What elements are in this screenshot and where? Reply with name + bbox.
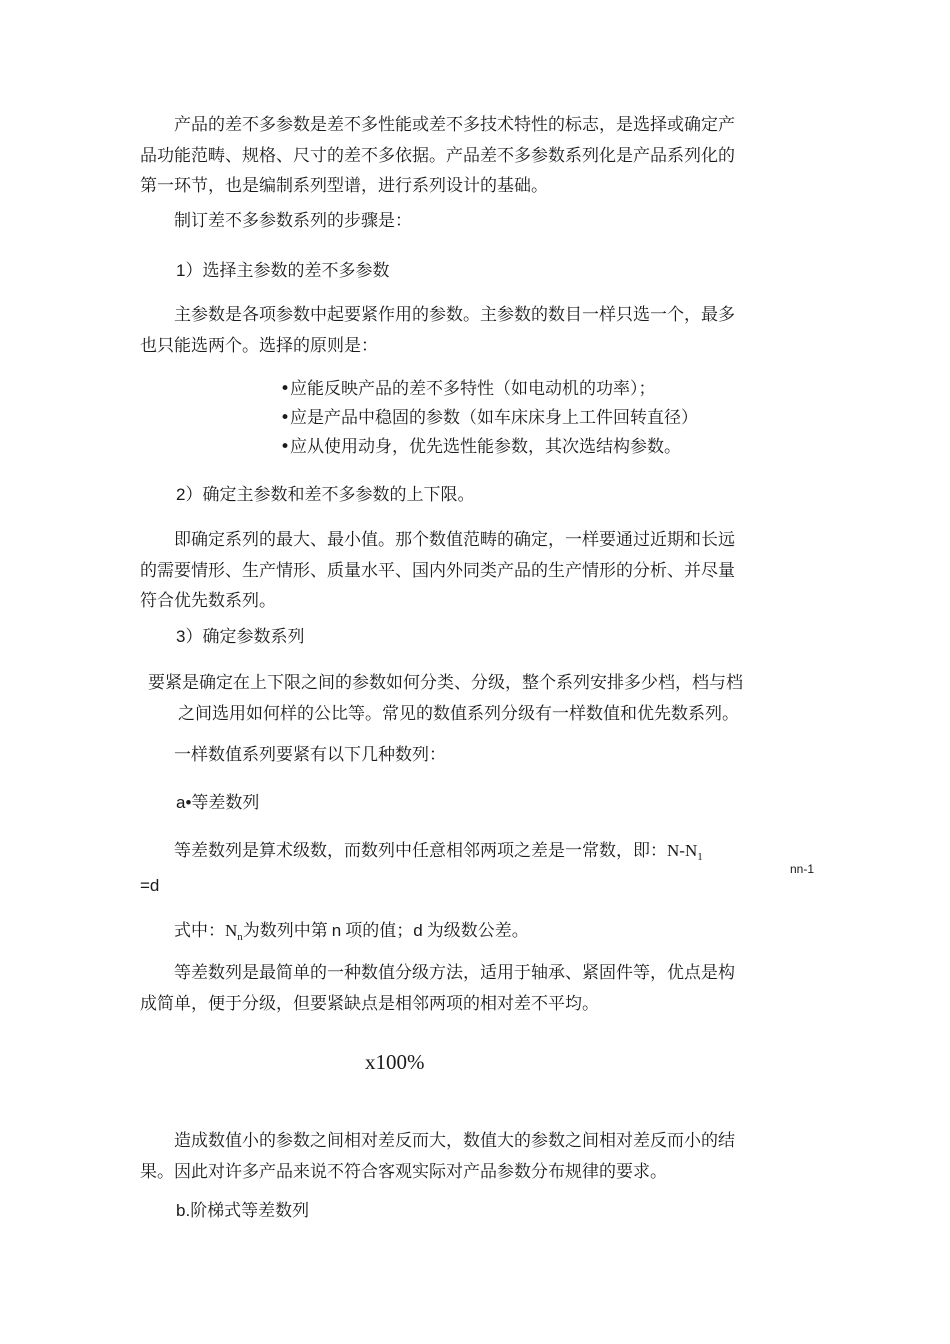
item-title: 等差数列 [191, 793, 260, 813]
bullet-item: •应能反映产品的差不多特性（如电动机的功率）； [280, 379, 656, 399]
step-number: 3） [176, 627, 203, 646]
paragraph-intro [140, 110, 820, 202]
item-a-heading [176, 788, 856, 819]
text-line: 第一环节，也是编制系列型谱，进行系列设计的基础。 [140, 176, 548, 196]
text-line: 的需要情形、生产情形、质量水平、国内外同类产品的生产情形的分析、并尽量 [140, 560, 735, 581]
text-line: 也只能选两个。选择的原则是： [140, 335, 378, 356]
text: 项的值； [345, 921, 414, 941]
item-title: 阶梯式等差数列 [190, 1201, 310, 1221]
paragraph-series [148, 668, 828, 729]
paragraph-range [140, 525, 820, 617]
step-title: 确定主参数和差不多参数的上下限。 [202, 485, 475, 505]
text-line: 产品的差不多参数是差不多性能或差不多技术特性的标志，是选择或确定产 [140, 115, 735, 135]
formula-main: N-N [667, 841, 698, 860]
text-line: 品功能范畴、规格、尺寸的差不多依据。产品差不多参数系列化是产品系列化的 [140, 145, 735, 166]
step-2-heading [176, 480, 856, 511]
formula-index: nn-1 [790, 862, 815, 876]
symbol: N [225, 921, 238, 940]
steps-intro: 制订差不多参数系列的步骤是： [140, 211, 412, 231]
bullet-list [280, 375, 950, 462]
n-variable: n [331, 921, 342, 940]
paragraph-arithmetic [140, 836, 820, 869]
step-1-heading [176, 256, 856, 287]
formula-sub: 1 [697, 851, 703, 863]
text-line: 主参数是各项参数中起要紧作用的参数。主参数的数目一样只选一个，最多 [140, 305, 735, 325]
step-number: 1） [176, 261, 203, 280]
text-line: 要紧是确定在上下限之间的参数如何分类、分级，整个系列安排多少档，档与档 [148, 673, 743, 693]
text-line: 等差数列是最简单的一种数值分级方法，适用于轴承、紧固件等，优点是构 [140, 963, 735, 983]
paragraph-where [140, 916, 820, 949]
item-letter: a• [176, 793, 192, 812]
text-line: 等差数列是算术级数，而数列中任意相邻两项之差是一常数，即： [140, 841, 667, 861]
paragraph-consequence [140, 1126, 820, 1187]
text-line: 即确定系列的最大、最小值。那个数值范畴的确定，一样要通过近期和长远 [140, 530, 735, 550]
paragraph-evaluation [140, 958, 820, 1019]
text: 为级数公差。 [426, 921, 529, 941]
step-number: 2） [176, 485, 203, 504]
series-intro: 一样数值系列要紧有以下几种数列： [140, 745, 446, 765]
text: 式中： [140, 921, 225, 941]
text: 为数列中第 [242, 921, 328, 941]
text-line: 造成数值小的参数之间相对差反而大，数值大的参数之间相对差反而小的结 [140, 1131, 735, 1151]
step-title: 选择主参数的差不多参数 [202, 261, 390, 281]
bullet-item: •应是产品中稳固的参数（如车床床身上工件回转直径） [280, 408, 699, 428]
item-letter: b. [176, 1201, 191, 1220]
d-variable: d [413, 921, 423, 940]
symbol-sub: n [237, 931, 243, 943]
paragraph-main-parameter [140, 300, 820, 361]
bullet-item: •应从使用动身，优先选性能参数，其次选结构参数。 [280, 437, 682, 457]
text-line: 之间选用如何样的公比等。常见的数值系列分级有一样数值和优先数系列。 [178, 703, 739, 724]
text-line: 果。因此对许多产品来说不符合客观实际对产品参数分布规律的要求。 [140, 1161, 667, 1182]
item-b-heading [176, 1196, 856, 1227]
formula-percentage: x100% [365, 1050, 425, 1074]
text-line: 成简单，便于分级，但要紧缺点是相邻两项的相对差不平均。 [140, 993, 599, 1014]
step-title: 确定参数系列 [202, 627, 305, 647]
text-line: 符合优先数系列。 [140, 591, 276, 611]
step-3-heading [176, 622, 856, 653]
formula-equals: =d [140, 876, 160, 895]
